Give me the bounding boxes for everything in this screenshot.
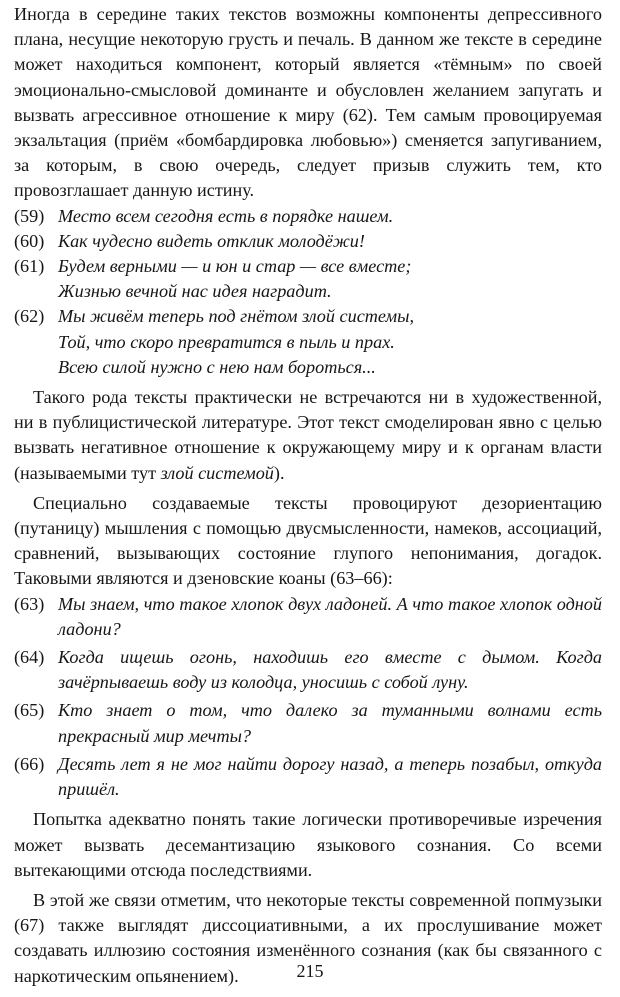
example-number: (64) — [14, 647, 45, 668]
example-number: (66) — [14, 753, 45, 774]
example-text: Десять лет я не мог найти дорогу назад, а теперь позабыл, откуда пришёл. — [58, 753, 602, 800]
example-number: (65) — [14, 700, 45, 721]
example-60 — [14, 229, 602, 254]
example-number: (62) — [14, 306, 45, 327]
emphasis-term: злой системой — [160, 462, 274, 483]
page-number: 215 — [296, 961, 324, 981]
paragraph-literature — [14, 385, 602, 486]
verse-line: Как чудесно видеть отклик молодёжи! — [58, 230, 365, 251]
example-text — [58, 229, 602, 254]
example-64 — [14, 645, 602, 695]
example-text: Когда ищешь огонь, находишь его вместе с дымом. Когда зачёрпываешь воду из колодца, уносишь с собой луну. — [58, 647, 602, 693]
verse-line: Место всем сегодня есть в порядке нашем. — [58, 205, 394, 226]
example-59 — [14, 204, 602, 229]
verse-line: Жизнью вечной нас идея наградит. — [58, 281, 332, 302]
paragraph-desemantization: Попытка адекватно понять такие логически противоречивые изречения может вызвать десемантизацию языкового сознания. Со всеми вытекающими отсюда последствиями. — [14, 809, 602, 880]
example-number: (61) — [14, 256, 45, 277]
verse-line: Всею силой нужно с нею нам бороться... — [58, 356, 376, 377]
example-66 — [14, 752, 602, 802]
verse-line: Будем верными — и юн и стар — все вместе; — [58, 256, 412, 277]
paragraph-text: ). — [273, 462, 285, 483]
example-65 — [14, 698, 602, 748]
verse-line: Той, что скоро превратится в пыль и прах. — [58, 331, 395, 352]
example-text — [58, 304, 602, 380]
example-number: (60) — [14, 230, 45, 251]
example-61 — [14, 254, 602, 304]
paragraph-intro: Иногда в середине таких текстов возможны компоненты депрессивного плана, несущие некоторую грусть и печаль. В данном же тексте в середине может находиться компонент, который является «тёмным» по своей эмоционально-смысловой доминанте и обусловлен желанием запугать и вызвать агрессивное отношение к миру (62). Тем самым провоцируемая экзальтация (приём «бомбардировка любовью») сменяется запугиванием, за которым, в свою очередь, следует призыв служить тем, кто провозглашает данную истину. — [14, 4, 602, 201]
example-text — [58, 204, 602, 229]
example-number: (59) — [14, 205, 45, 226]
verse-line: Мы живём теперь под гнётом злой системы, — [58, 306, 415, 327]
example-63 — [14, 592, 602, 642]
example-62 — [14, 304, 602, 380]
paragraph-popmusic: В этой же связи отметим, что некоторые тексты современной попмузыки (67) также выглядят диссоциативными, а их прослушивание может создавать иллюзию состояния изменённого сознания (как бы связанного с наркотическим опьянением). — [14, 889, 602, 986]
example-number: (63) — [14, 593, 45, 614]
example-text — [58, 254, 602, 304]
paragraph-text: Такого рода тексты практически не встречаются ни в художественной, ни в публицистической литературе. Этот текст смоделирован явно с целью вызвать негативное отношение к окружающему миру и к органам власти (называемыми тут — [14, 387, 602, 483]
example-text: Мы знаем, что такое хлопок двух ладоней. А что такое хлопок одной ладони? — [58, 593, 602, 639]
example-text: Кто знает о том, что далеко за туманными волнами есть прекрасный мир мечты? — [58, 700, 602, 746]
paragraph-disorientation: Специально создаваемые тексты провоцируют дезориентацию (путаницу) мышления с помощью двусмысленности, намеков, ассоциаций, сравнений, вызывающих состояние глупого непонимания, догадок. Таковыми являются и дзеновские коаны (63–66): — [14, 492, 602, 589]
